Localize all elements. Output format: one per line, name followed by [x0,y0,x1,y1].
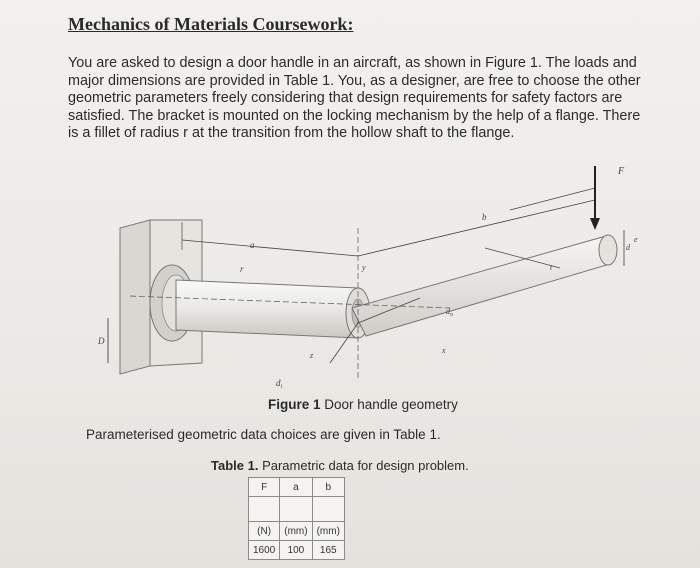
table-units-row [249,522,345,541]
label-D: D [98,336,105,346]
handle-arm [352,236,613,336]
label-di: $d_i$ [276,378,283,388]
label-F: F [618,166,625,177]
label-z: z [310,351,314,360]
spacer-cell [249,497,280,522]
header-cell: F [249,478,280,497]
paragraph-line: You are asked to design a door handle in an aircraft, as shown in Figure 1. The loads and [68,55,637,71]
units-cell: (mm) [312,522,344,541]
label-d: d [626,243,630,252]
paragraph-line: geometric parameters freely considering that design requirements for safety factors are [68,90,623,106]
value-cell: 165 [312,541,344,560]
dim-b-line [358,200,595,256]
table-values-row [249,541,345,560]
value-cell: 100 [280,541,312,560]
label-x: x [442,346,446,355]
table-caption [211,458,469,473]
label-a: a [250,240,255,250]
paragraph-line: major dimensions are provided in Table 1. You, as a designer, are free to choose the other [68,72,641,89]
header-cell: b [312,478,344,497]
table-header-row [249,478,345,497]
units-cell: (N) [249,522,280,541]
label-b: b [482,212,487,222]
value-cell: 1600 [249,541,280,560]
table-spacer-row [249,497,345,522]
parametric-data-table [248,477,345,560]
ext-line-top [510,188,595,210]
header-cell: a [280,478,312,497]
choices-text: Parameterised geometric data choices are given in Table 1. [86,427,441,442]
assignment-paragraph [68,55,678,143]
paragraph-line: satisfied. The bracket is mounted on the locking mechanism by the help of a flange. There [68,107,641,124]
label-r: r [240,264,244,274]
dim-a-line [182,240,358,256]
table-caption-text: Parametric data for design problem. [258,458,469,473]
table-caption-prefix: Table 1. [211,458,259,473]
figure-caption [268,397,458,412]
figure-caption-prefix: Figure 1 [268,397,321,412]
wall-plate [120,220,150,374]
figure-caption-text: Door handle geometry [320,397,458,412]
door-handle-figure [90,158,670,388]
paragraph-line: is a fillet of radius r at the transition from the hollow shaft to the flange. [68,125,515,141]
spacer-cell [312,497,344,522]
label-e: e [634,235,638,244]
arm-end [599,235,617,265]
spacer-cell [280,497,312,522]
force-arrowhead [590,218,600,230]
page-title: Mechanics of Materials Coursework: [68,14,354,34]
label-y: y [362,263,366,272]
hollow-shaft [176,280,358,338]
label-do: $d_o$ [446,307,453,318]
label-t: t [550,263,553,272]
units-cell: (mm) [280,522,312,541]
